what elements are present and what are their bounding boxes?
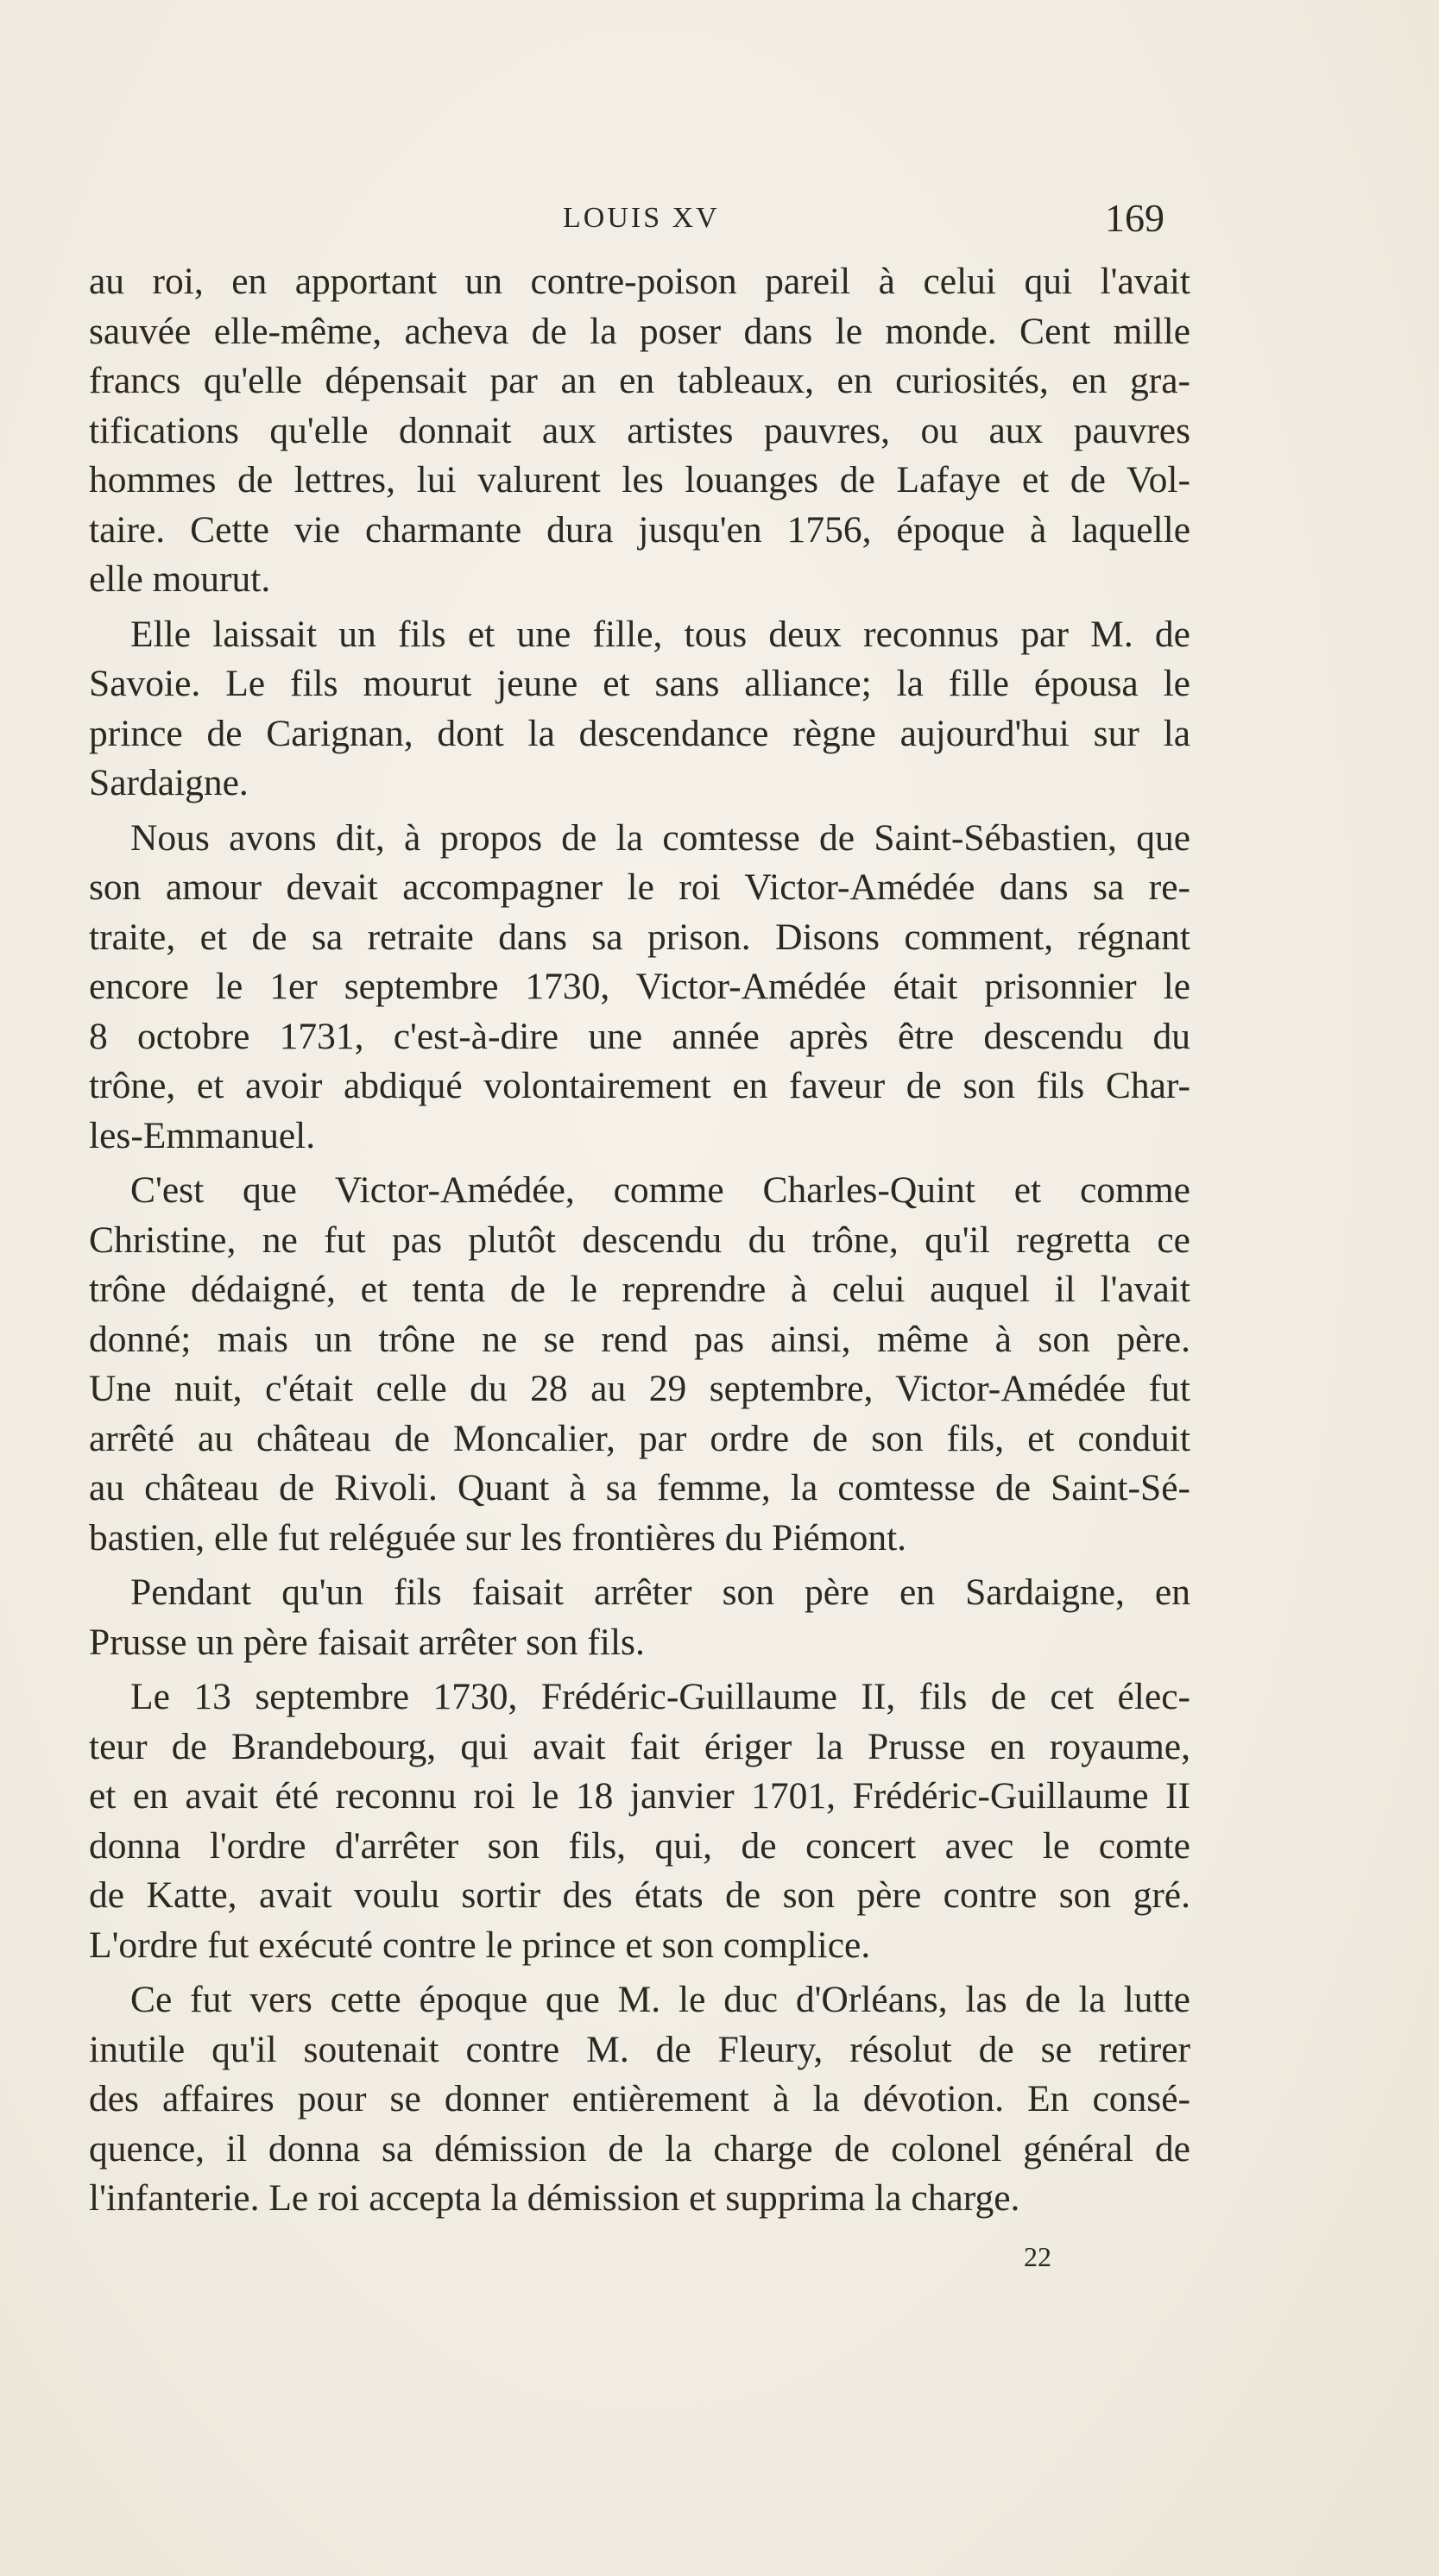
text-line: Prusse un père faisait arrêter son fils. [89,1621,645,1663]
signature-mark: 22 [1024,2241,1051,2272]
text-line: Une nuit, c'était celle du 28 au 29 septembre, Victor-Amédée fut [89,1368,1190,1409]
text-line: Christine, ne fut pas plutôt descendu du trône, qu'il regretta ce [89,1219,1190,1261]
text-line: des affaires pour se donner entièrement à la dévotion. En consé- [89,2078,1190,2119]
text-line: arrêté au château de Moncalier, par ordre de son fils, et conduit [89,1417,1190,1459]
text-line: Le 13 septembre 1730, Frédéric-Guillaume II, fils de cet élec- [130,1676,1190,1717]
text-line: son amour devait accompagner le roi Victor-Amédée dans sa re- [89,866,1190,908]
paragraph [89,1568,1190,1667]
text-line: quence, il donna sa démission de la charge de colonel général de [89,2127,1190,2170]
text-line: L'ordre fut exécuté contre le prince et son complice. [89,1924,871,1966]
text-line: francs qu'elle dépensait par an en tableaux, en curiosités, en gra- [89,360,1190,401]
text-line: et en avait été reconnu roi le 18 janvier 1701, Frédéric-Guillaume II [89,1775,1190,1817]
text-line: de Katte, avait voulu sortir des états de son père contre son gré. [89,1874,1190,1916]
paragraph [89,1166,1190,1563]
text-line: donné; mais un trône ne se rend pas ainsi, même à son père. [89,1318,1190,1360]
page-number: 169 [1105,196,1164,240]
text-line: trône dédaigné, et tenta de le reprendre à celui auquel il l'avait [89,1269,1190,1310]
text-line: sauvée elle-même, acheva de la poser dans le monde. Cent mille [89,310,1190,352]
text-line: Sardaigne. [89,762,249,803]
running-head [0,195,1439,247]
paragraph [89,814,1190,1162]
text-line: C'est que Victor-Amédée, comme Charles-Quint et comme [130,1169,1190,1211]
text-line: hommes de lettres, lui valurent les louanges de Lafaye et de Vol- [89,459,1190,501]
paragraph [89,257,1190,605]
text-line: bastien, elle fut reléguée sur les frontières du Piémont. [89,1516,907,1559]
text-line: teur de Brandebourg, qui avait fait ériger la Prusse en royaume, [89,1725,1190,1767]
text-line: elle mourut. [89,558,271,600]
text-line: Nous avons dit, à propos de la comtesse de Saint-Sébastien, que [130,816,1190,859]
text-line: encore le 1er septembre 1730, Victor-Amédée était prisonnier le [89,966,1190,1007]
text-line: Savoie. Le fils mourut jeune et sans alliance; la fille épousa le [89,663,1190,704]
text-line: donna l'ordre d'arrêter son fils, qui, de concert avec le comte [89,1824,1190,1867]
text-line: prince de Carignan, dont la descendance règne aujourd'hui sur la [89,712,1190,754]
text-line: au roi, en apportant un contre-poison pareil à celui qui l'avait [89,261,1190,302]
text-line: trône, et avoir abdiqué volontairement en faveur de son fils Char- [89,1065,1190,1106]
body-text [89,257,1190,2229]
paragraph [89,610,1190,809]
text-line: Elle laissait un fils et une fille, tous deux reconnus par M. de [130,613,1190,655]
text-line: les-Emmanuel. [89,1114,316,1156]
text-line: taire. Cette vie charmante dura jusqu'en 1756, époque à laquelle [89,508,1190,551]
text-line: 8 octobre 1731, c'est-à-dire une année après être descendu du [89,1015,1190,1057]
text-line: au château de Rivoli. Quant à sa femme, la comtesse de Saint-Sé- [89,1467,1190,1508]
paragraph [89,1975,1190,2224]
paragraph [89,1672,1190,1970]
running-title: LOUIS XV [563,202,720,234]
text-line: l'infanterie. Le roi accepta la démission et supprima la charge. [89,2177,1020,2219]
text-line: tifications qu'elle donnait aux artistes pauvres, ou aux pauvres [89,409,1190,451]
text-line: Pendant qu'un fils faisait arrêter son père en Sardaigne, en [130,1571,1190,1613]
text-line: inutile qu'il soutenait contre M. de Fleury, résolut de se retirer [89,2028,1190,2070]
text-line: traite, et de sa retraite dans sa prison. Disons comment, régnant [89,916,1190,958]
text-line: Ce fut vers cette époque que M. le duc d'Orléans, las de la lutte [130,1979,1190,2020]
